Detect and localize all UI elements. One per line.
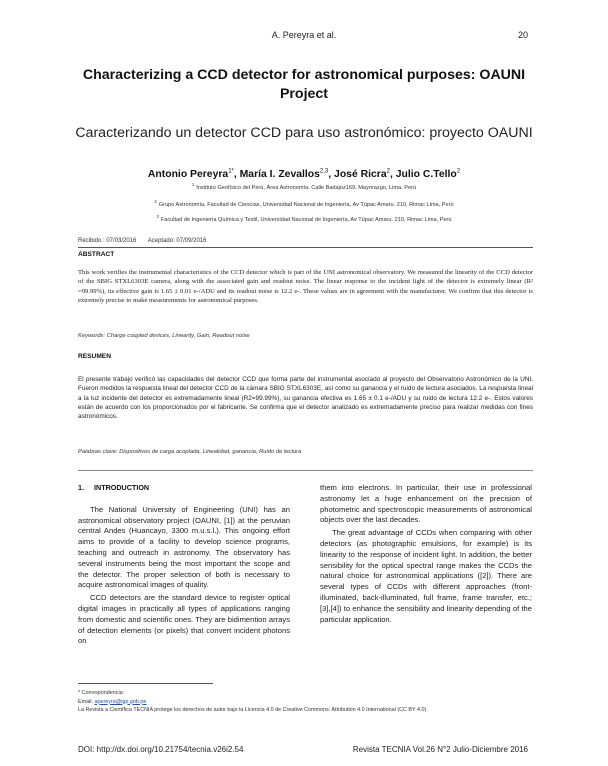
running-authors: A. Pereyra et al. — [271, 30, 337, 40]
email-label: Email: — [78, 698, 95, 705]
resumen-heading: RESUMEN — [78, 353, 111, 360]
author-name: Julio C.Tello — [395, 169, 457, 180]
author-affiliation-mark: 1* — [228, 168, 234, 175]
correspondence-note: * Correspondencia: — [78, 690, 125, 696]
section-title: INTRODUCTION — [94, 483, 150, 492]
authors-line: Antonio Pereyra$^{1*}$, María I. Zevallos$^{2,3}$, José Ricra$^2$, Julio C.Tello$^2$ — [147, 168, 461, 180]
divider — [78, 470, 533, 471]
affiliation-mark: 2 — [154, 199, 157, 205]
body-column-left — [78, 483, 290, 649]
author-name: Antonio Pereyra — [147, 169, 229, 180]
received-date: Recibido : 07/03/2016 — [78, 238, 137, 244]
abstract-text: This work verifies the instrumental characteristics of the CCD detector which is part of the UNI astronomical observatory. We measured the linearity of the CCD detector of the SBIG STXL6303E camera, along with the associated gain and readout noise. The linear response to the incident light of the detector is extremely linear (R² =99.99%), its effective gain is 1.65 ± 0.01 e-/ADU and its readout noise is 12.2 e-. These values are in agreement with the manufacturer. We confirm that this detector is extremely precise to make measurements for astronomical purposes. — [78, 269, 533, 304]
abstract-heading: ABSTRACT — [78, 251, 115, 258]
license-note: La Revista a Científica TECNIA protege los derechos de autor bajo la Licencia 4.0 de Creative Commons: Attribution 4.0 International (CC BY 4.0). — [78, 707, 428, 714]
submission-dates — [78, 238, 216, 244]
title-spanish: Caracterizando un detector CCD para uso astronómico: proyecto OAUNI — [75, 125, 533, 141]
footnotes — [78, 689, 538, 715]
affiliation-1 — [60, 182, 548, 191]
author-affiliation-mark: 2,3 — [319, 168, 329, 175]
affiliation-2 — [60, 199, 548, 208]
page-number: 20 — [517, 30, 528, 40]
affiliation-text: Instituto Geofísico del Perú, Área Astronomía, Calle Badajoz169, Mayorazgo, Lima, Perú — [196, 185, 417, 191]
author-affiliation-mark: 2 — [456, 168, 461, 175]
introduction-heading — [78, 483, 290, 494]
paragraph: The great advantage of CCDs when comparing with other detectors (as photographic emulsions, for example) is its linearity to the response of incident light. In addition, the better sensibility for the optical spectral range makes the CCDs the natural choice for astronomical applications ([2]). There are several types of CCDs with different approaches (front-illuminated, back-illuminated, full frame, frame transfer, etc.; [3],[4]) to enhance the sensibility and linearity depending of the particular application. — [320, 528, 532, 624]
paragraph: CCD detectors are the standard device to register optical digital images in practically all types of applications ranging from domestic and scientific ones. They are bidimention arrays of detection elements (or pixels) that convert incident photons on — [78, 593, 290, 646]
keywords-spanish: Palabras clave: Dispositivos de carga acoplada, Linealidad, ganancia, Ruido de lectura — [78, 449, 302, 455]
journal-footer: Revista TECNIA Vol.26 N°2 Julio-Diciembre 2016 — [352, 745, 528, 754]
affiliation-text: Facultad de Ingeniería Química y Textil, Universidad Nacional de Ingeniería, Av Túpac Amaru. 210, Rimac Lima, Perú — [160, 217, 452, 223]
title-english: Characterizing a CCD detector for astronomical purposes: OAUNI Project — [82, 67, 526, 102]
affiliation-text: Grupo Astronomía, Facultad de Ciencias, Universidad Nacional de Ingeniería, Av Túpac Amaru. 210, Rimac Lima, Perú — [158, 202, 454, 208]
accepted-date: Aceptado: 07/09/2016 — [147, 238, 207, 244]
affiliation-mark: 3 — [156, 214, 159, 220]
paragraph: them into electrons. In particular, their use in professional astronomy let a huge enhancement on the precision of photometric and spectroscopic measurements of astronomical objects over the last decades. — [320, 483, 532, 525]
paragraph: The National University of Engineering (UNI) has an astronomical observatory project (OAUNI, [1]) at the peruvian central Andes (Huancayo, 3300 m.u.s.l.). This ongoing effort aims to provide of a facility to develop science programs, teaching and outreach in astronomy. The observatory has several instruments being the most important the scope and the detector. The proper selection of both is necessary to acquire astronomical images of quality. — [78, 504, 290, 590]
email-line — [78, 698, 538, 707]
keywords-english: Keywords: Charge coupled devices, Linearity, Gain, Readout noise — [78, 333, 250, 339]
divider — [78, 247, 533, 248]
email-link[interactable]: apereyra@igp.gob.pe — [94, 698, 147, 705]
body-column-right — [320, 483, 532, 627]
footnote-divider — [78, 683, 213, 684]
affiliation-mark: 1 — [191, 182, 195, 188]
author-affiliation-mark: 2 — [386, 168, 390, 175]
resumen-text: El presente trabajo verificó las capacidades del detector CCD que forma parte del instrumental asociado al proyecto del Observatorio Astronómico de la UNI. Fueron medidos la respuesta lineal del detector CCD de la cámara SBIG STXL6303E, así como su ganancia y el ruido de lectura asociados. La respuesta lineal a la luz incidente del detector es extremadamente lineal (R2=99.99%), su ganancia efectiva es 1.65 ± 0.1 e-/ADU y su ruido de lectura 12.2 e-. Estos valores están de acuerdo con los proporcionados por el fabricante. Se confirma que el detector analizado es extremadamente preciso para realizar medidas con fines astronómicos. — [78, 376, 533, 421]
affiliation-3 — [60, 214, 548, 223]
section-number: 1. — [78, 483, 84, 492]
author-name: María I. Zevallos — [239, 169, 320, 180]
doi-footer[interactable]: DOI: http://dx.doi.org/10.21754/tecnia.v26i2.54 — [78, 745, 244, 754]
author-name: José Ricra — [334, 169, 387, 180]
